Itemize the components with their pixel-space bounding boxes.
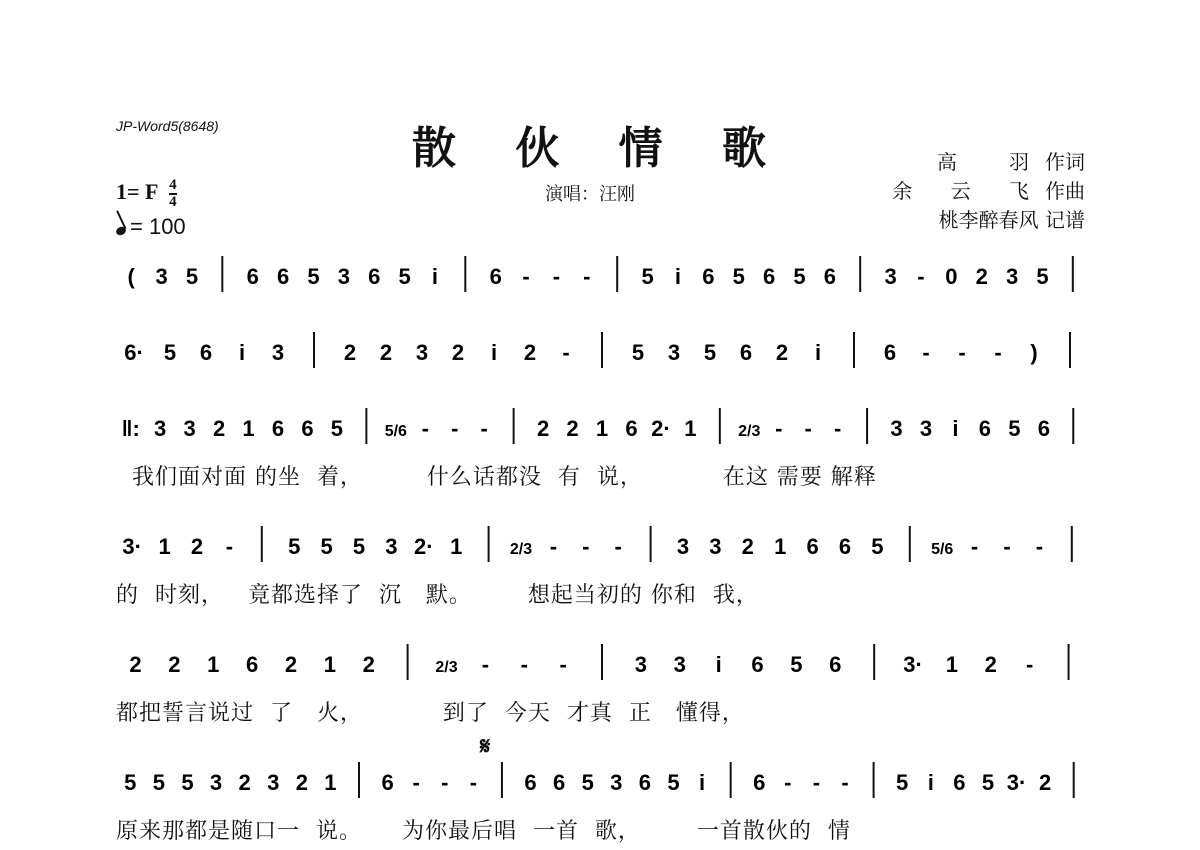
composer-credit: 余 云 飞作曲: [892, 179, 1085, 203]
note-token: 5: [1008, 416, 1021, 441]
score-row: [116, 532, 1088, 608]
note-token: 2: [379, 340, 393, 365]
note-token: 5/6: [931, 541, 954, 558]
note-token: 5: [163, 340, 177, 365]
note-token: i: [698, 770, 706, 795]
note-token: 5: [703, 340, 717, 365]
note-token: -: [1026, 652, 1034, 677]
note-token: 5: [732, 264, 745, 289]
notation-svg: [116, 414, 1088, 444]
note-token: 3: [183, 416, 196, 441]
note-token: -: [469, 770, 478, 795]
note-token: 6: [638, 770, 652, 795]
software-label: JP-Word5(8648): [116, 118, 219, 134]
note-token: 5: [181, 770, 194, 795]
note-token: 3: [610, 770, 623, 795]
song-title: 散 伙 情 歌: [412, 123, 788, 174]
transcriber-credit: 桃李醉春风 记谱: [938, 208, 1085, 232]
note-token: 1: [595, 416, 609, 441]
note-token: 6: [838, 534, 852, 559]
note-token: 2: [343, 340, 357, 365]
note-token: 2/3: [435, 659, 458, 676]
note-token: 2: [975, 264, 988, 289]
note-token: 3: [271, 340, 285, 365]
note-token: 2: [741, 534, 754, 559]
note-token: 3: [919, 416, 933, 441]
note-token: 3: [634, 652, 648, 677]
note-token: 6: [276, 264, 290, 289]
note-token: 6: [381, 770, 394, 795]
note-token: 6: [806, 534, 819, 559]
note-token: i: [238, 340, 246, 365]
note-token: 6: [246, 264, 259, 289]
note-token: -: [225, 534, 234, 559]
lyrics-line: 原来那都是随口一 说。 为你最后唱 一首 歌， 一首散伙的 情: [116, 819, 851, 844]
note-token: 6: [751, 652, 764, 677]
note-token: 2: [362, 652, 375, 677]
notation-line: [116, 414, 1088, 444]
note-token: 6: [489, 264, 502, 289]
notation-line: [116, 650, 1088, 680]
note-token: -: [970, 534, 979, 559]
score-row: [116, 414, 1088, 490]
singer-label: 演唱：汪刚: [545, 184, 635, 205]
note-token: 3·: [122, 534, 142, 559]
note-token: 3: [1005, 264, 1019, 289]
note-token: -: [614, 534, 622, 559]
note-token: -: [833, 416, 842, 441]
note-token: 1: [158, 534, 171, 559]
note-token: 5: [352, 534, 366, 559]
note-token: -: [451, 416, 459, 441]
note-token: 5: [398, 264, 411, 289]
note-token: -: [522, 264, 530, 289]
note-token: 5: [152, 770, 166, 795]
notation-line: [116, 338, 1088, 368]
note-token: 2: [190, 534, 204, 559]
note-token: 3: [884, 264, 897, 289]
note-token: -: [812, 770, 821, 795]
notation-svg: [116, 768, 1088, 798]
note-token: 5: [981, 770, 995, 795]
note-token: 1: [207, 652, 220, 677]
note-token: 2: [566, 416, 579, 441]
note-token: -: [559, 652, 567, 677]
note-token: 1: [242, 416, 255, 441]
score-row: [116, 262, 1088, 292]
note-token: 6: [199, 340, 213, 365]
note-token: 6: [762, 264, 776, 289]
note-token: -: [784, 770, 792, 795]
notation-line: [116, 768, 1088, 798]
note-token: -: [1035, 534, 1044, 559]
note-token: 6: [552, 770, 566, 795]
note-token: -: [441, 770, 449, 795]
note-token: 6: [368, 264, 381, 289]
note-token: 2: [295, 770, 308, 795]
note-token: 5: [641, 264, 654, 289]
note-token: 2·: [414, 534, 434, 559]
note-token: 3: [890, 416, 903, 441]
note-token: -: [958, 340, 966, 365]
note-token: i: [431, 264, 438, 289]
note-token: 6: [739, 340, 753, 365]
note-token: -: [775, 416, 783, 441]
note-token: -: [922, 340, 930, 365]
note-token: 2: [212, 416, 226, 441]
note-token: 2/3: [738, 423, 761, 440]
note-token: 6: [245, 652, 259, 677]
note-token: 2: [536, 416, 550, 441]
note-token: 6: [753, 770, 766, 795]
note-token: -: [481, 652, 490, 677]
note-token: i: [952, 416, 959, 441]
score-row: [116, 768, 1088, 844]
note-token: 6: [883, 340, 897, 365]
notation-line: [116, 532, 1088, 562]
note-token: 5: [1036, 264, 1049, 289]
note-token: 6·: [124, 340, 144, 365]
notation-svg: [116, 532, 1088, 562]
note-token: 5: [790, 652, 803, 677]
key-signature: 1= F $\frac{4}{4}$: [116, 177, 177, 210]
note-token: 2: [984, 652, 997, 677]
score-row: [116, 338, 1088, 368]
note-token: 6: [301, 416, 314, 441]
note-token: -: [994, 340, 1002, 365]
note-token: 2: [523, 340, 537, 365]
score-row: [116, 650, 1088, 726]
notation-svg: [116, 338, 1088, 368]
note-token: 6: [823, 264, 836, 289]
segno-icon: 𝄋: [480, 732, 491, 760]
note-token: 2: [451, 340, 465, 365]
note-token: -: [412, 770, 420, 795]
credits: [892, 148, 1085, 235]
note-token: 6: [625, 416, 638, 441]
note-token: -: [562, 340, 570, 365]
note-token: 5: [185, 264, 199, 289]
note-token: i: [490, 340, 498, 365]
lyrics-line: 都把誓言说过 了 火， 到了 今天 才真 正 懂得，: [116, 701, 745, 726]
notation-line: [116, 262, 1088, 292]
note-token: 1: [450, 534, 463, 559]
note-token: 2: [284, 652, 298, 677]
lyrics-line: 的 时刻， 竟都选择了 沉 默。 想起当初的 你和 我，: [116, 583, 759, 608]
note-token: 5: [307, 264, 320, 289]
note-token: 5/6: [384, 423, 407, 440]
note-token: 6: [271, 416, 285, 441]
note-token: -: [421, 416, 429, 441]
note-token: -: [480, 416, 488, 441]
note-token: ‖:: [121, 416, 140, 441]
note-token: 5: [288, 534, 301, 559]
note-token: 3: [267, 770, 280, 795]
note-token: -: [1003, 534, 1011, 559]
note-token: 3: [667, 340, 681, 365]
note-token: 6: [978, 416, 992, 441]
note-token: 3: [415, 340, 429, 365]
note-token: (: [127, 264, 135, 289]
note-token: -: [583, 264, 591, 289]
note-token: 3·: [903, 652, 923, 677]
note-token: 3: [676, 534, 690, 559]
quarter-note-icon: [115, 225, 127, 236]
note-token: -: [804, 416, 812, 441]
note-token: 2/3: [509, 541, 533, 558]
lyrics-line: 我们面对面 的坐 着， 什么话都没 有 说， 在这 需要 解释: [116, 465, 877, 490]
note-token: 3·: [1006, 770, 1027, 795]
note-token: 1: [323, 652, 336, 677]
note-token: 3: [209, 770, 223, 795]
note-token: 5: [330, 416, 344, 441]
note-token: -: [917, 264, 925, 289]
note-token: 1: [684, 416, 697, 441]
note-token: i: [927, 770, 934, 795]
lyricist-credit: 高 羽作词: [937, 150, 1085, 174]
note-token: 2: [168, 652, 181, 677]
note-token: -: [582, 534, 590, 559]
note-token: 5: [667, 770, 680, 795]
note-token: 5: [124, 770, 137, 795]
note-token: 3: [673, 652, 686, 677]
note-token: 6: [829, 652, 842, 677]
note-token: 2: [775, 340, 789, 365]
note-token: ): [1030, 340, 1038, 365]
note-token: 1: [945, 652, 959, 677]
note-token: 5: [320, 534, 333, 559]
note-token: -: [841, 770, 849, 795]
note-token: 2: [1038, 770, 1052, 795]
note-token: 3: [385, 534, 398, 559]
note-token: i: [674, 264, 681, 289]
note-token: 6: [1037, 416, 1050, 441]
note-token: -: [549, 534, 558, 559]
note-token: 1: [774, 534, 787, 559]
note-token: 3: [155, 264, 168, 289]
note-token: 5: [631, 340, 645, 365]
note-token: 3: [709, 534, 722, 559]
tempo-marking: = 100: [116, 214, 186, 240]
note-token: 2·: [651, 416, 671, 441]
note-token: 6: [524, 770, 537, 795]
note-token: 1: [324, 770, 337, 795]
time-signature: $\frac{4}{4}$: [169, 177, 177, 210]
note-token: i: [814, 340, 822, 365]
note-token: i: [715, 652, 722, 677]
note-token: 6: [702, 264, 715, 289]
notation-svg: [116, 262, 1088, 292]
note-token: -: [520, 652, 528, 677]
notation-svg: [116, 650, 1088, 680]
note-token: -: [552, 264, 561, 289]
note-token: 5: [581, 770, 594, 795]
note-token: 2: [129, 652, 142, 677]
note-token: 5: [793, 264, 806, 289]
note-token: 2: [238, 770, 251, 795]
note-token: 5: [871, 534, 884, 559]
note-token: 3: [337, 264, 350, 289]
note-token: 5: [896, 770, 909, 795]
note-token: 3: [154, 416, 167, 441]
note-token: 0: [945, 264, 958, 289]
note-token: 6: [953, 770, 966, 795]
